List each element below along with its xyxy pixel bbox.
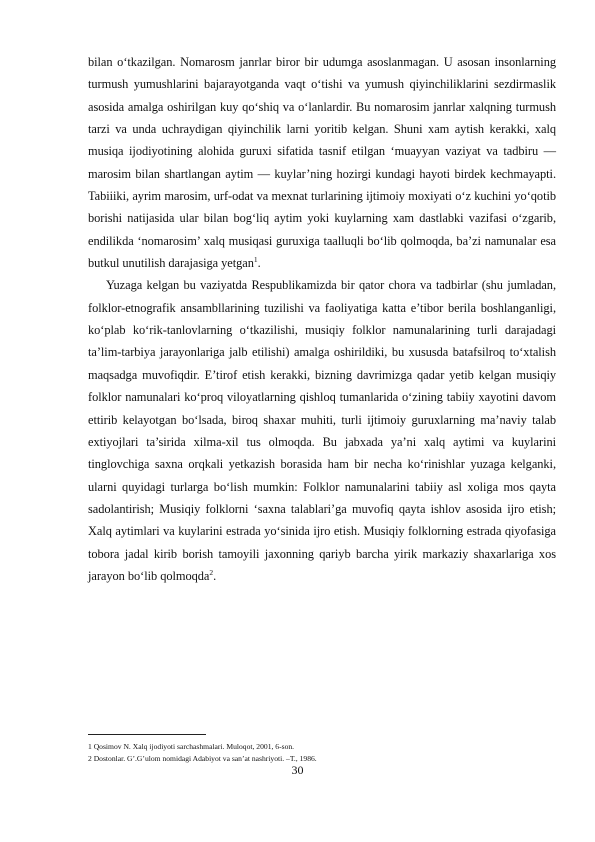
footnote-2: 2 Dostonlar. G’.G’ulom nomidagi Adabiyot va san’at nashriyoti. –T., 1986.	[88, 754, 317, 763]
footnote-ref-1[interactable]: 1	[253, 255, 258, 265]
paragraph-2-end: .	[213, 568, 217, 583]
page-number: 30	[291, 763, 304, 777]
footnote-1: 1 Qosimov N. Xalq ijodiyoti sarchashmalari. Muloqot, 2001, 6-son.	[88, 742, 295, 751]
footnote-ref-2[interactable]: 2	[209, 567, 214, 577]
footnotes	[88, 741, 556, 765]
paragraph-1-text: bilan o‘tkazilgan. Nomarosm janrlar biror bir udumga asoslanmagan. U asosan insonlarning turmush yumushlarini bajarayotganda vaqt o‘tishi va yumush qiyinchiliklarini sezdirmaslik asosida amalga oshirilgan kuy qo‘shiq va o‘lanlardir. Bu nomarosim janrlar xalqning turmush tarzi va unda uchraydigan qiyinchilik larni yoritib kelgan. Shuni xam aytish kerakki, xalq musiqa ijodiyotining alohida guruxi sifatida tasnif etilgan ‘muayyan vaziyat va tadbiru — marosim bilan shartlangan aytim — kuylar’ning hozirgi kundagi hayoti birdek kechmayapti. Tabiiiki, ayrim marosim, urf-odat va mexnat turlarining ijtimoiy moxiyati o‘z kuchini yo‘qotib borishi natijasida ular bilan bog‘liq aytim yoki kuylarning xam dastlabki vazifasi o‘zgarib, endilikda ‘nomarosim’ xalq musiqasi guruxiga taalluqli bo‘lib qolmoqda, ba’zi namunalar esa butkul unutilish darajasiga yetgan	[88, 55, 556, 271]
document-body	[88, 51, 556, 587]
paragraph-1	[88, 51, 556, 274]
paragraph-2	[88, 274, 556, 587]
paragraph-2-text: Yuzaga kelgan bu vaziyatda Respublikamizda bir qator chora va tadbirlar (shu jumladan, folklor-etnografik ansambllarining tuzilishi va faoliyatiga katta e’tibor berila boshlanganligi, ko‘plab ko‘rik-tanlovlarning o‘tkazilishi, musiqiy folklor namunalarining turli darajadagi ta’lim-tarbiya jarayonlariga jalb etilishi) amalga oshirildiki, bu xususda batafsilroq to‘xtalish maqsadga muvofiqdir. E’tirof etish kerakki, bizning davrimizga qadar yetib kelgan musiqiy folklor namunalari ko‘proq viloyatlarning qishloq tumanlarida o‘zining tabiiy xayotini davom ettirib kelayotgan bo‘lsada, biroq shaxar muhiti, turli ijtimoiy guruxlarning ma’naviy talab extiyojlari ta’sirida xilma-xil tus olmoqda. Bu jabxada ya’ni xalq aytimi va kuylarini tinglovchiga saxna orqkali yetkazish borasida ham bir necha ko‘rinishlar yuzaga kelganki, ularni quyidagi turlarga bo‘lish mumkin: Folklor namunalarini tabiiy asl xoliga mos qayta sadolantirish; Musiqiy folklorni ‘saxna talablari’ga muvofiq qayta ishlov asosida ijro etish; Xalq aytimlari va kuylarini estrada yo‘sinida ijro etish. Musiqiy folklorning estrada qiyofasiga tobora jadal kirib borish tamoyili jaxonning qariyb barcha yirik markaziy shaxarlariga xos jarayon bo‘lib qolmoqda	[88, 278, 556, 583]
footnote-divider	[88, 734, 206, 735]
paragraph-1-end: .	[257, 256, 261, 271]
